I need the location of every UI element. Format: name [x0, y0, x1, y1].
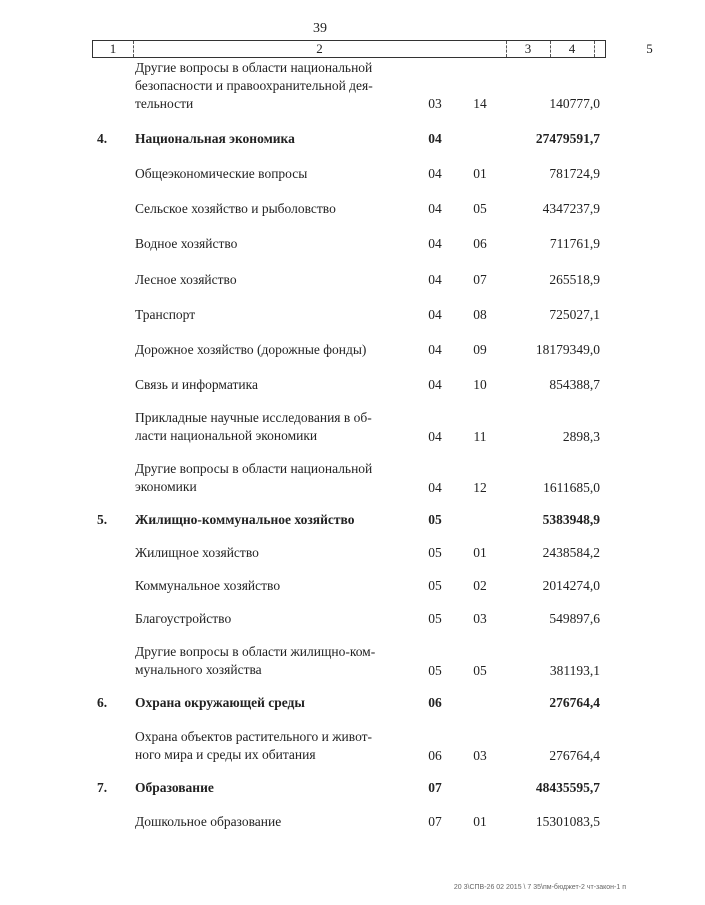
row-section-code: 06: [428, 748, 442, 763]
row-name-line: Национальная экономика: [135, 131, 295, 146]
row-amount: 265518,9: [549, 272, 600, 287]
row-name-line: ласти национальной экономики: [135, 428, 318, 443]
row-section-code: 05: [428, 578, 442, 593]
row-amount: 276764,4: [549, 748, 600, 763]
row-name: [135, 306, 410, 324]
row-subsection-code: 01: [473, 814, 487, 829]
row-number: 6.: [97, 695, 108, 710]
row-amount: 5383948,9: [542, 512, 600, 527]
row-name: [135, 130, 410, 148]
row-section-code: 07: [428, 814, 442, 829]
row-amount: 27479591,7: [535, 131, 600, 146]
row-name-line: Другие вопросы в области жилищно-ком-: [135, 644, 376, 659]
row-name: [135, 610, 410, 628]
row-section-code: 04: [428, 480, 442, 495]
header-col-3: 3: [524, 41, 532, 56]
row-name: [135, 376, 410, 394]
row-name: [135, 341, 410, 359]
row-name-line: Образование: [135, 780, 214, 795]
row-name-line: Общеэкономические вопросы: [135, 166, 308, 181]
row-name: [135, 577, 410, 595]
row-section-code: 04: [428, 166, 442, 181]
row-amount: 711761,9: [549, 236, 600, 251]
row-subsection-code: 03: [473, 611, 487, 626]
row-name-line: Охрана объектов растительного и живот-: [135, 729, 373, 744]
row-amount: 15301083,5: [535, 814, 600, 829]
row-amount: 18179349,0: [535, 342, 600, 357]
row-name-line: Коммунальное хозяйство: [135, 578, 281, 593]
row-subsection-code: 14: [473, 96, 487, 111]
row-subsection-code: 01: [473, 545, 487, 560]
row-name-line: безопасности и правоохранительной дея-: [135, 78, 373, 93]
row-name-line: ного мира и среды их обитания: [135, 747, 316, 762]
row-section-code: 04: [428, 272, 442, 287]
header-col-5: 5: [646, 41, 653, 56]
row-name: [135, 235, 410, 253]
row-subsection-code: 06: [473, 236, 487, 251]
row-name-line: Жилищно-коммунальное хозяйство: [135, 512, 355, 527]
row-name: [135, 511, 410, 529]
row-subsection-code: 08: [473, 307, 487, 322]
row-name-line: Лесное хозяйство: [135, 272, 237, 287]
row-number: 5.: [97, 512, 108, 527]
row-name-line: Водное хозяйство: [135, 236, 238, 251]
row-amount: 4347237,9: [542, 201, 600, 216]
row-section-code: 05: [428, 611, 442, 626]
row-amount: 276764,4: [549, 695, 600, 710]
row-name-line: Прикладные научные исследования в об-: [135, 410, 372, 425]
row-name-line: Другие вопросы в области национальной: [135, 461, 373, 476]
row-subsection-code: 03: [473, 748, 487, 763]
row-section-code: 07: [428, 780, 442, 795]
row-amount: 854388,7: [549, 377, 600, 392]
header-col-1: 1: [109, 41, 117, 56]
row-amount: 2898,3: [562, 429, 600, 444]
row-name: [135, 643, 410, 679]
row-subsection-code: 11: [473, 429, 487, 444]
row-amount: 781724,9: [549, 166, 600, 181]
row-amount: 2014274,0: [542, 578, 600, 593]
row-name-line: Дошкольное образование: [135, 814, 282, 829]
row-amount: 1611685,0: [543, 480, 600, 495]
row-name: [135, 779, 410, 797]
row-name: [135, 200, 410, 218]
row-amount: 48435595,7: [535, 780, 600, 795]
row-section-code: 04: [428, 131, 442, 146]
header-col-4: 4: [568, 41, 576, 56]
row-amount: 140777,0: [549, 96, 600, 111]
row-name: [135, 728, 410, 764]
row-name: [135, 165, 410, 183]
row-amount: 725027,1: [549, 307, 600, 322]
row-name: [135, 409, 410, 445]
row-amount: 2438584,2: [542, 545, 600, 560]
row-number: 4.: [97, 131, 108, 146]
row-name: [135, 271, 410, 289]
row-subsection-code: 05: [473, 663, 487, 678]
row-name-line: Другие вопросы в области национальной: [135, 60, 373, 75]
row-section-code: 04: [428, 429, 442, 444]
row-name: [135, 59, 410, 113]
row-name-line: Жилищное хозяйство: [135, 545, 259, 560]
row-subsection-code: 05: [473, 201, 487, 216]
page-number: 39: [313, 21, 327, 36]
row-section-code: 05: [428, 512, 442, 527]
row-amount: 549897,6: [549, 611, 600, 626]
row-name-line: Сельское хозяйство и рыболовство: [135, 201, 336, 216]
row-name-line: Благоустройство: [135, 611, 232, 626]
row-subsection-code: 02: [473, 578, 487, 593]
row-name: [135, 813, 410, 831]
row-name-line: Связь и информатика: [135, 377, 258, 392]
table-header: [92, 40, 653, 58]
row-name-line: тельности: [135, 96, 194, 111]
row-name-line: Дорожное хозяйство (дорожные фонды): [135, 342, 367, 357]
row-section-code: 03: [428, 96, 442, 111]
row-subsection-code: 12: [473, 480, 487, 495]
row-name: [135, 694, 410, 712]
row-name: [135, 460, 410, 496]
row-subsection-code: 09: [473, 342, 487, 357]
row-section-code: 04: [428, 342, 442, 357]
row-section-code: 04: [428, 377, 442, 392]
row-name: [135, 544, 410, 562]
footer-file-info: 20 3\СПВ-26 02 2015 \ 7 35\пм-бюджет-2 чт-закон-1 п: [453, 884, 626, 891]
row-section-code: 05: [428, 545, 442, 560]
row-name-line: Охрана окружающей среды: [135, 695, 305, 710]
row-name-line: мунального хозяйства: [135, 662, 262, 677]
row-section-code: 06: [428, 695, 442, 710]
row-subsection-code: 10: [473, 377, 487, 392]
row-section-code: 04: [428, 201, 442, 216]
row-name-line: экономики: [135, 479, 197, 494]
header-col-2: 2: [316, 41, 323, 56]
row-section-code: 05: [428, 663, 442, 678]
row-name-line: Транспорт: [135, 307, 196, 322]
row-subsection-code: 07: [473, 272, 487, 287]
row-subsection-code: 01: [473, 166, 487, 181]
row-number: 7.: [97, 780, 108, 795]
row-section-code: 04: [428, 236, 442, 251]
row-amount: 381193,1: [549, 663, 600, 678]
row-section-code: 04: [428, 307, 442, 322]
